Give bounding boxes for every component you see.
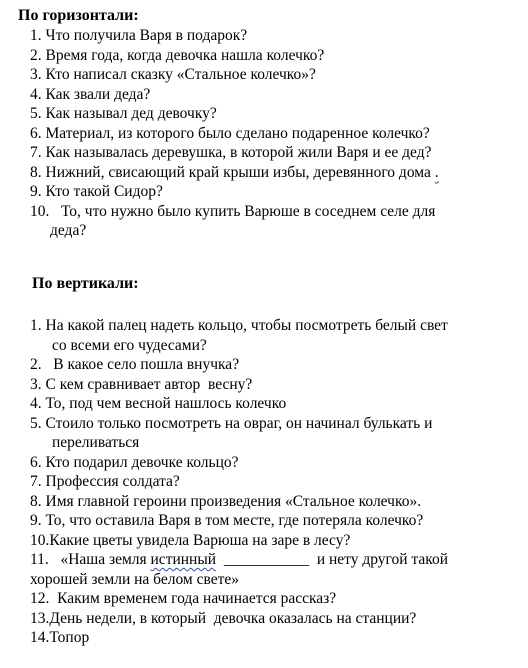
across-item-5 xyxy=(30,104,439,124)
down-item-4 xyxy=(30,394,448,414)
across-item-9 xyxy=(30,182,439,202)
item-number: 8. xyxy=(30,163,42,181)
across-item-6 xyxy=(30,124,439,144)
item-number: 6. xyxy=(30,453,42,471)
item-text: Кто написал сказку «Стальное колечко»? xyxy=(45,66,316,83)
across-item-8 xyxy=(30,163,439,183)
across-item-2 xyxy=(30,46,439,66)
item-number: 7. xyxy=(30,144,42,161)
across-heading: По горизонтали: xyxy=(18,7,139,24)
item-text: Время года, когда девочка нашла колечко? xyxy=(45,46,325,64)
item-number: 4. xyxy=(30,85,42,103)
item-text: Как называл дед девочку? xyxy=(45,105,217,122)
item-text: То, что нужно было купить Варюше в соседнем селе для xyxy=(49,202,436,220)
down-item-10 xyxy=(30,531,448,551)
item-text: Какие цветы увидела Варюша на заре в лесу? xyxy=(49,531,351,549)
item-text-continued: со всеми его чудесами? xyxy=(52,336,207,354)
down-item-3 xyxy=(30,375,448,395)
down-item-2 xyxy=(30,355,448,375)
item-number: 5. xyxy=(30,105,42,122)
across-item-4 xyxy=(30,85,439,105)
down-item-12 xyxy=(30,589,448,609)
item-number: 1. xyxy=(30,27,42,44)
item-text: С кем сравнивает автор весну? xyxy=(45,375,253,393)
item-number: 9. xyxy=(30,512,42,529)
item-text: То, под чем весной нашлось колечко xyxy=(45,395,287,412)
item-text: День недели, в который девочка оказалась на станции? xyxy=(49,609,417,627)
item-number: 7. xyxy=(30,473,42,490)
item-number: 3. xyxy=(30,375,42,393)
item-number: 11. xyxy=(30,551,49,568)
item-text: На какой палец надеть кольцо, чтобы посмотреть белый свет xyxy=(45,317,448,334)
item-number: 1. xyxy=(30,317,42,334)
across-item-3 xyxy=(30,65,439,85)
item-text: Профессия солдата? xyxy=(45,473,180,490)
item-text: Кто такой Сидор? xyxy=(45,183,163,200)
item-text-continued: хорошей земли на белом свете» xyxy=(30,570,239,588)
item-number: 2. xyxy=(30,356,42,373)
across-item-7 xyxy=(30,143,439,163)
down-item-11 xyxy=(30,550,448,589)
item-number: 12. xyxy=(30,590,50,607)
item-number: 2. xyxy=(30,46,42,64)
item-number: 8. xyxy=(30,492,42,510)
down-item-7 xyxy=(30,472,448,492)
item-text-rest: ___________ и нету другой такой xyxy=(216,551,449,568)
down-list xyxy=(30,316,448,648)
item-text: Нижний, свисающий край крыши избы, деревянного дома xyxy=(45,163,431,181)
item-text: Что получила Варя в подарок? xyxy=(45,27,248,44)
item-number: 14. xyxy=(30,629,50,646)
item-number: 10. xyxy=(30,202,50,220)
item-number: 13. xyxy=(30,609,50,627)
down-item-13 xyxy=(30,609,448,629)
down-item-6 xyxy=(30,453,448,473)
item-text-continued: деда? xyxy=(50,222,87,239)
item-text: Как звали деда? xyxy=(45,85,151,103)
item-number: 4. xyxy=(30,395,42,412)
item-number: 3. xyxy=(30,66,42,83)
across-item-10 xyxy=(30,202,439,241)
item-number: 6. xyxy=(30,124,42,142)
item-text: Стоило только посмотреть на овраг, он начинал булькать и xyxy=(45,414,433,432)
down-item-5 xyxy=(30,414,448,453)
down-item-8 xyxy=(30,492,448,512)
down-item-1 xyxy=(30,316,448,355)
item-text: В какое село пошла внучка? xyxy=(45,356,240,373)
item-text: Топор xyxy=(49,629,90,646)
across-list xyxy=(30,26,439,241)
down-heading: По вертикали: xyxy=(32,275,139,292)
item-number: 9. xyxy=(30,183,42,200)
item-text: Каким временем года начинается рассказ? xyxy=(49,590,337,607)
down-item-14 xyxy=(30,628,448,648)
item-text: Кто подарил девочке кольцо? xyxy=(45,453,239,471)
item-text: Материал, из которого было сделано подаренное колечко? xyxy=(45,124,430,142)
item-text-wavy-word: истинный xyxy=(150,551,217,568)
item-text: «Наша земля xyxy=(48,551,151,568)
across-item-1 xyxy=(30,26,439,46)
item-number: 10. xyxy=(30,531,50,549)
down-item-9 xyxy=(30,511,448,531)
item-text: Как называлась деревушка, в которой жили Варя и ее дед? xyxy=(45,144,432,161)
item-number: 5. xyxy=(30,414,42,432)
item-text: Имя главной героини произведения «Стальное колечко». xyxy=(45,492,422,510)
item-text: То, что оставила Варя в том месте, где потеряла колечко? xyxy=(45,512,424,529)
item-text-continued: переливаться xyxy=(52,434,140,451)
item-text-tail: . xyxy=(434,163,439,181)
